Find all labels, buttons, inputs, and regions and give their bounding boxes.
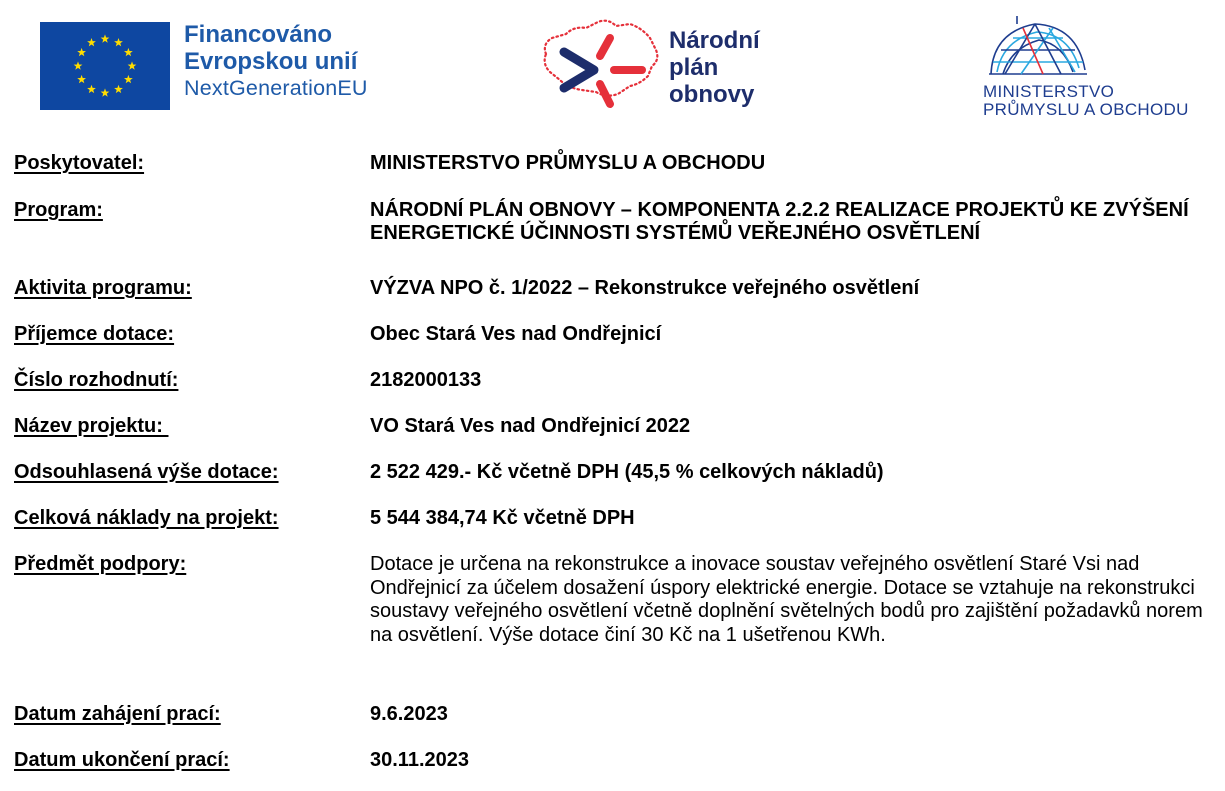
eu-star-icon: [74, 61, 83, 69]
logo-header: [0, 0, 1225, 135]
npo-text-line1: Národní: [669, 27, 760, 54]
mpo-globe-icon: [983, 14, 1093, 82]
row-label: Celková náklady na projekt:: [14, 507, 279, 529]
eu-star-icon: [77, 75, 86, 83]
row-label: Datum ukončení prací:: [14, 749, 230, 771]
mpo-logo: [983, 14, 1213, 126]
row-value: Obec Stará Ves nad Ondřejnicí: [370, 323, 662, 345]
eu-star-icon: [87, 38, 96, 46]
eu-star-icon: [128, 61, 137, 69]
npo-text-line3: obnovy: [669, 81, 755, 108]
row-value: 5 544 384,74 Kč včetně DPH: [370, 507, 635, 529]
mpo-text-line1: MINISTERSTVO: [983, 82, 1115, 101]
eu-text-line3: NextGenerationEU: [184, 76, 368, 100]
row-value: 30.11.2023: [370, 749, 469, 771]
eu-star-icon: [124, 75, 133, 83]
row-label: Poskytovatel:: [14, 152, 145, 174]
eu-text-line1: Financováno: [184, 21, 333, 48]
row-value: MINISTERSTVO PRŮMYSLU A OBCHODU: [370, 152, 766, 174]
row-value: 9.6.2023: [370, 703, 448, 725]
npo-logo: [538, 14, 788, 119]
eu-star-icon: [101, 88, 110, 96]
row-value: VO Stará Ves nad Ondřejnicí 2022: [370, 415, 691, 437]
npo-emblem-icon: [538, 14, 668, 119]
row-value: 2182000133: [370, 369, 482, 391]
row-value: Dotace je určena na rekonstrukce a inovace soustav veřejného osvětlení Staré Vsi nad Ondřejnicí za účelem dosažení úspory elektrické energie. Dotace se vztahuje na rekonstrukci soustavy veřejného osvětlení včetně doplnění světelných bodů pro zajištění požadavků norem na osvětlení. Výše dotace činí 30 Kč na 1 ušetřenou KWh.: [370, 553, 1203, 646]
eu-star-icon: [114, 38, 123, 46]
row-label: Aktivita programu:: [14, 277, 192, 299]
row-label: Program:: [14, 199, 103, 221]
eu-star-icon: [101, 34, 110, 42]
eu-star-icon: [114, 85, 123, 93]
row-label: Datum zahájení prací:: [14, 703, 221, 725]
row-label: Název projektu:: [14, 415, 169, 437]
eu-star-icon: [124, 48, 133, 56]
npo-text-line2: plán: [669, 54, 719, 81]
row-label: Číslo rozhodnutí:: [14, 369, 179, 391]
row-value: NÁRODNÍ PLÁN OBNOVY – KOMPONENTA 2.2.2 REALIZACE PROJEKTŮ KE ZVÝŠENÍ ENERGETICKÉ ÚČINNOSTI SYSTÉMŮ VEŘEJNÉHO OSVĚTLENÍ: [370, 199, 1189, 244]
eu-funding-logo: [40, 22, 368, 110]
row-label: Odsouhlasená výše dotace:: [14, 461, 279, 483]
eu-star-icon: [77, 48, 86, 56]
row-label: Příjemce dotace:: [14, 323, 175, 345]
eu-text-line2: Evropskou unií: [184, 48, 358, 75]
row-label: Předmět podpory:: [14, 553, 187, 575]
row-value: 2 522 429.- Kč včetně DPH (45,5 % celkových nákladů): [370, 461, 884, 483]
eu-flag-icon: [40, 22, 170, 110]
eu-star-icon: [87, 85, 96, 93]
mpo-text-line2: PRŮMYSLU A OBCHODU: [983, 100, 1189, 119]
row-value: VÝZVA NPO č. 1/2022 – Rekonstrukce veřejného osvětlení: [370, 277, 920, 299]
